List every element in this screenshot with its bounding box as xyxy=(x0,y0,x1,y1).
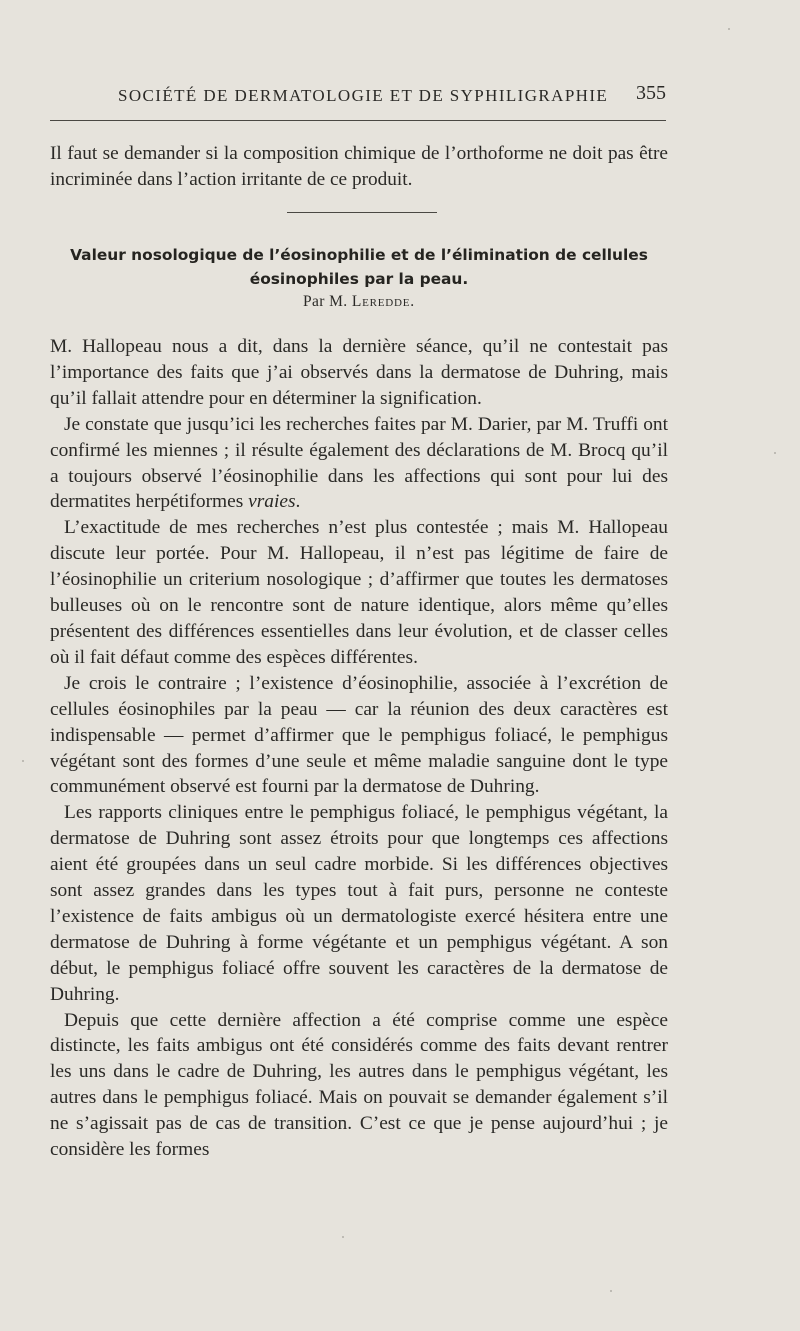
header-rule xyxy=(50,120,666,121)
paragraph: M. Hallopeau nous a dit, dans la dernière séance, qu’il ne contestait pas l’importance des faits que j’ai observés dans la dermatose de Duhring, mais qu’il fallait attendre pour en déterminer la signification. xyxy=(50,336,668,409)
paragraph: Je constate que jusqu’ici les recherches faites par M. Darier, par M. Truffi ont confirmé les miennes ; il résulte également des déclarations de M. Brocq qu’il a toujours observé l’éosinophilie dans les affections qui sont pour lui des dermatites herpétiformes vraies. xyxy=(50,413,668,513)
paper-speck xyxy=(342,1236,344,1238)
paper-speck xyxy=(728,28,730,30)
paragraph: Les rapports cliniques entre le pemphigus foliacé, le pemphigus végétant, la dermatose de Duhring sont assez étroits pour que longtemps ces affections aient été groupées dans un seul cadre morbide. Si les différences objectives sont assez grandes dans les types tout à fait purs, personne ne conteste l’existence de faits ambigus où un dermatologiste exercé hésitera entre une dermatose de Duhring à forme végétante et un pemphigus végétant. A son début, le pemphigus foliacé offre souvent les caractères de la dermatose de Duhring. xyxy=(50,802,668,1005)
page-number: 355 xyxy=(636,82,666,104)
paper-speck xyxy=(774,452,776,454)
section-separator xyxy=(287,212,437,213)
paragraph: Depuis que cette dernière affection a été comprise comme une espèce distincte, les faits ambigus ont été considérés comme des faits devant rentrer les uns dans le cadre de Duhring, les autres dans le pemphigus végétant, les autres dans le pemphigus foliacé. Mais on pouvait se demander également s’il ne s’agissait pas de cas de transition. C’est ce que je pense aujourd’hui ; je considère les formes xyxy=(50,1009,668,1161)
running-head xyxy=(118,82,666,110)
article-title xyxy=(50,243,668,291)
paragraph: Je crois le contraire ; l’existence d’éosinophilie, associée à l’excrétion de cellules éosinophiles par la peau — car la réunion des deux caractères est indispensable — permet d’affirmer que le pemphigus foliacé, le pemphigus végétant sont des formes d’une seule et même maladie sanguine dont le type communément observé est fourni par la dermatose de Duhring. xyxy=(50,672,668,798)
intro-paragraph: Il faut se demander si la composition chimique de l’orthoforme ne doit pas être incriminée dans l’action irritante de ce produit. xyxy=(50,143,668,190)
emphasis: vraies xyxy=(248,491,296,513)
byline-prefix: Par M. xyxy=(302,293,348,310)
article-title-line-2: éosinophiles par la peau. xyxy=(249,270,469,288)
paragraph: L’exactitude de mes recherches n’est plus contestée ; mais M. Hallopeau discute leur portée. Pour M. Hallopeau, il n’est pas légitime de faire de l’éosinophilie un criterium nosologique ; d’affirmer que toutes les dermatoses bulleuses où on le rencontre sont de nature identique, alors même qu’elles présentent des différences essentielles dans leur évolution, et de classer celles où il fait défaut comme des espèces différentes. xyxy=(50,517,668,668)
article-title-line-1: Valeur nosologique de l’éosinophilie et de l’élimination de cellules xyxy=(70,246,648,264)
byline-author: Leredde. xyxy=(351,293,415,310)
byline xyxy=(50,292,668,312)
paper-speck xyxy=(22,760,24,762)
paper-speck xyxy=(610,1290,612,1292)
running-title: SOCIÉTÉ DE DERMATOLOGIE ET DE SYPHILIGRAPHIE xyxy=(118,86,609,105)
article-body xyxy=(50,334,668,1163)
